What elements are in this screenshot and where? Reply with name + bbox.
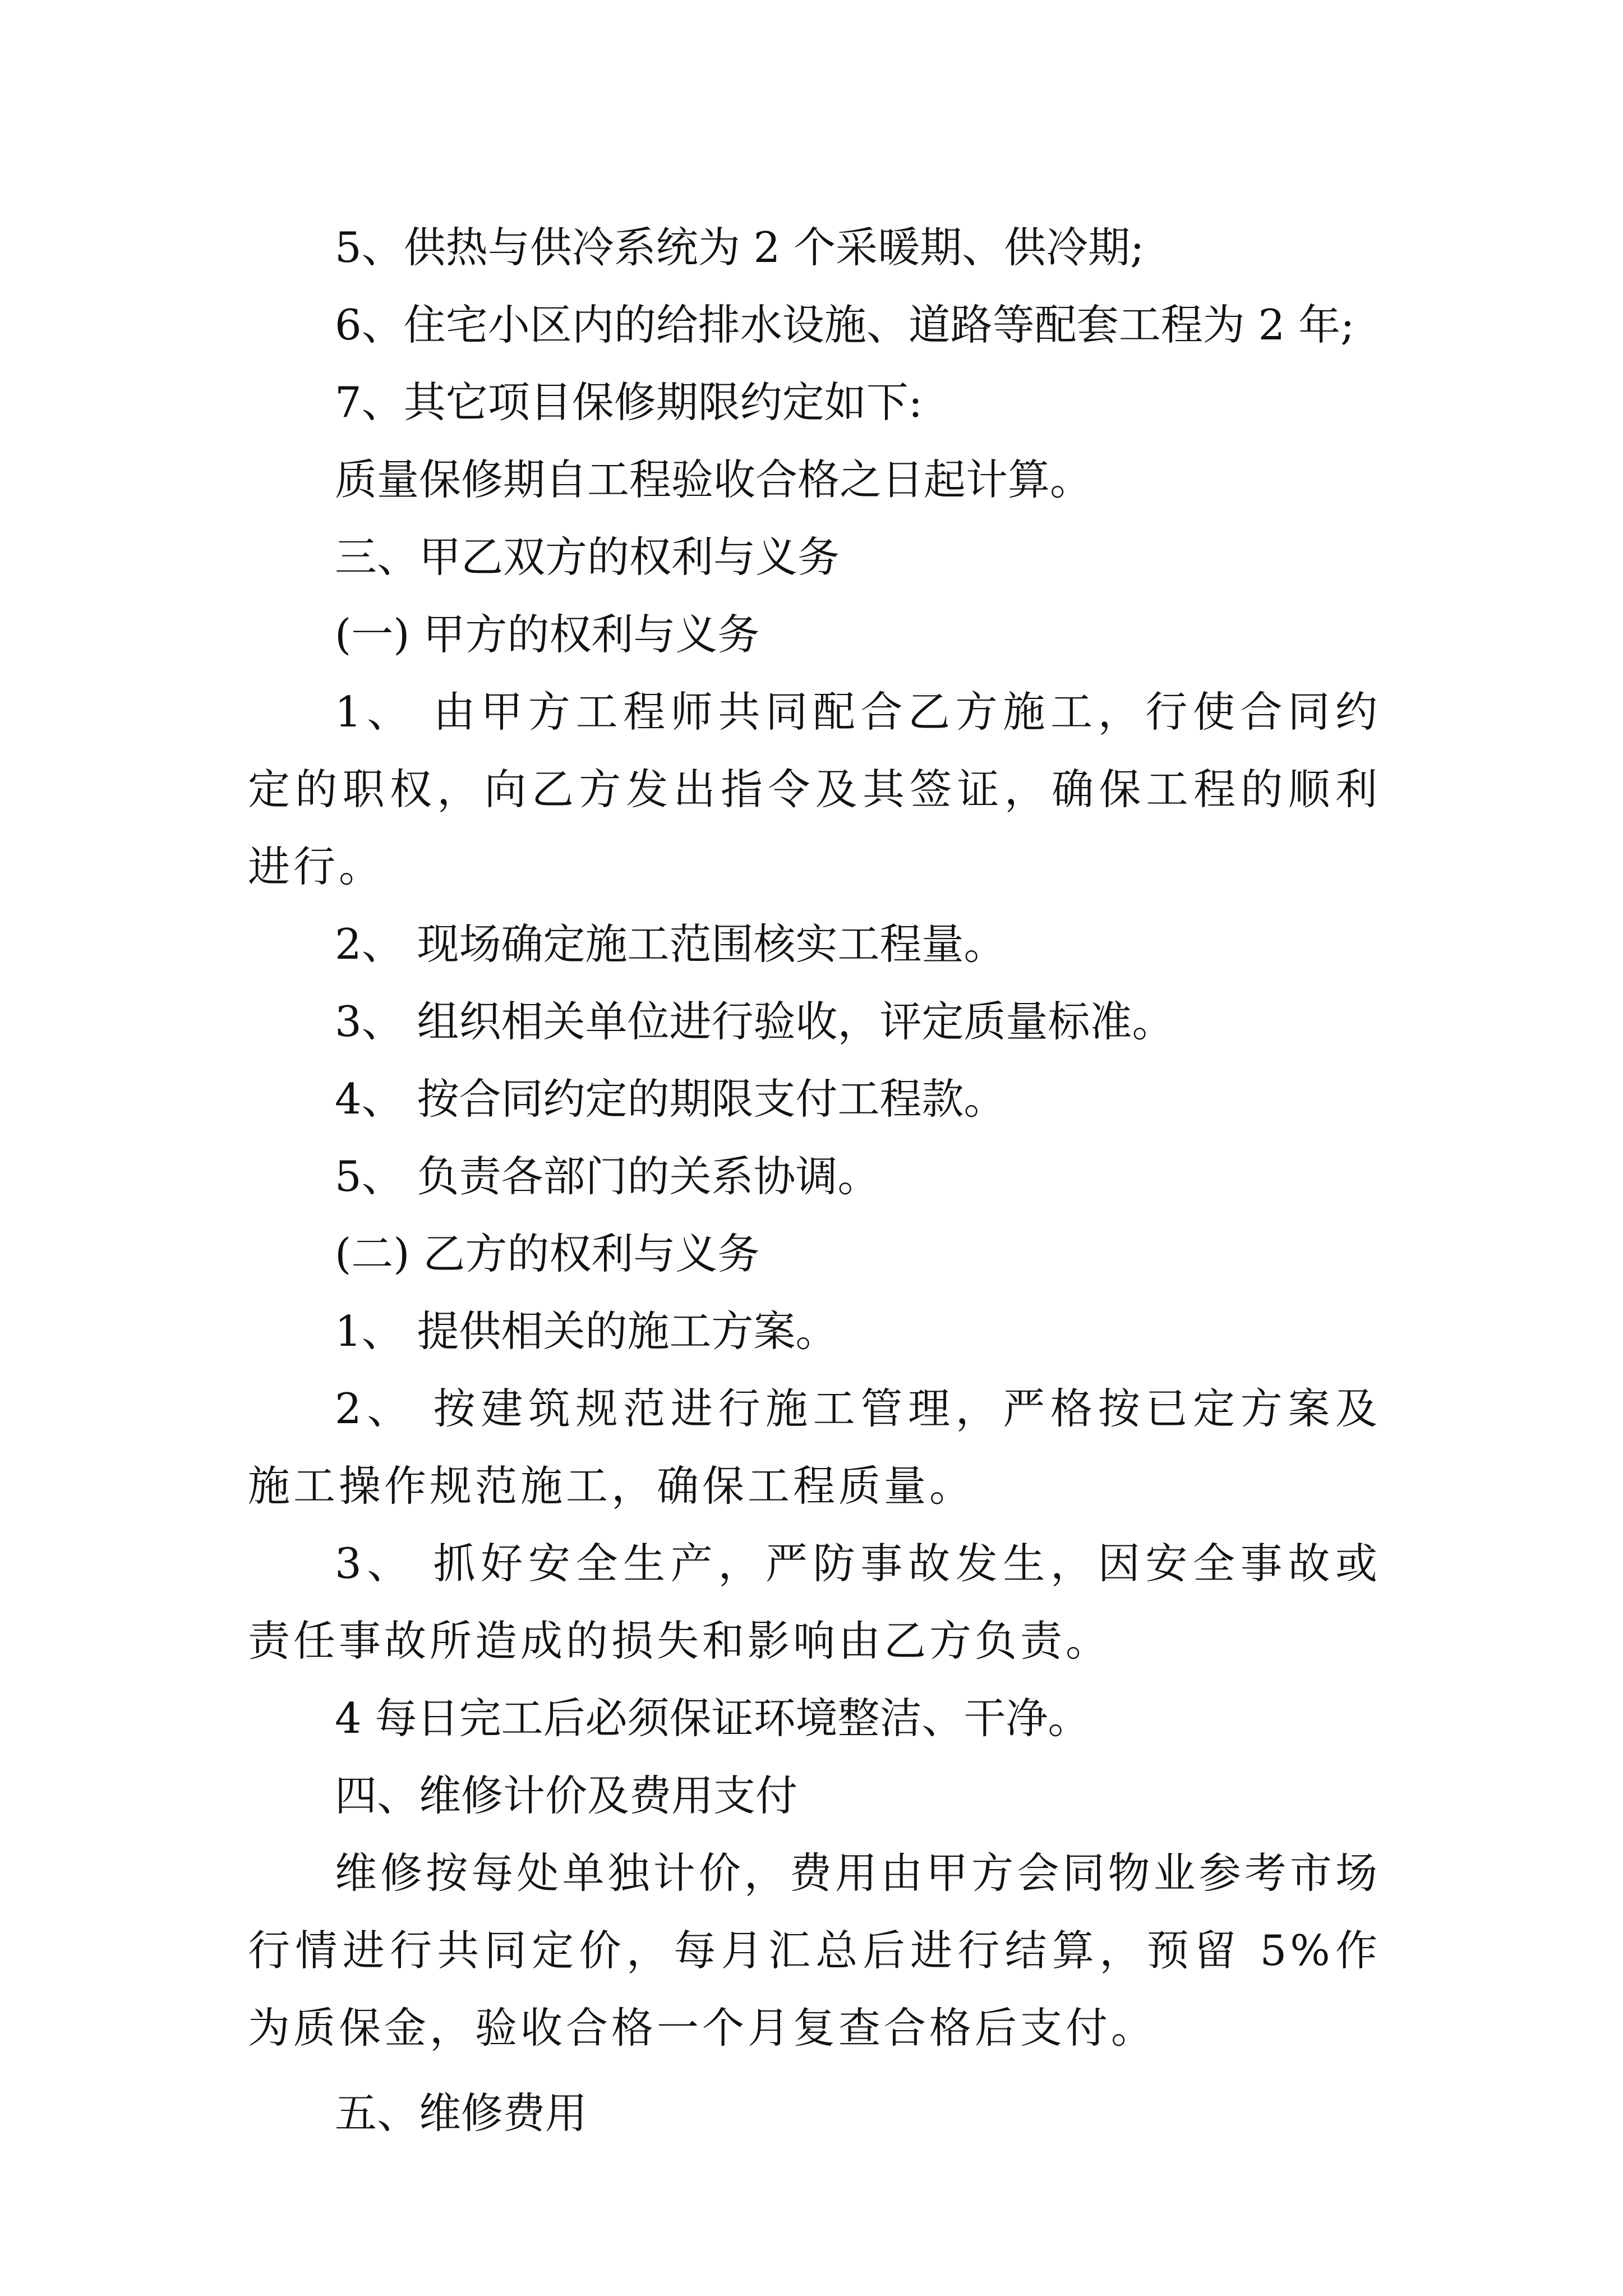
section-heading-maintenance-fees: 五、维修费用 xyxy=(335,2088,588,2138)
list-item-party-b-3: 3、 抓好安全生产，严防事故发生，因安全事故或责任事故所造成的损失和影响由乙方负责。 xyxy=(248,1539,1381,1665)
paragraph-warranty-start: 质量保修期自工程验收合格之日起计算。 xyxy=(335,455,1092,504)
list-item-party-b-4: 4 每日完工后必须保证环境整洁、干净。 xyxy=(335,1694,1090,1743)
section-heading-rights-obligations: 三、甲乙双方的权利与义务 xyxy=(335,532,840,582)
list-item-party-b-2: 2、 按建筑规范进行施工管理，严格按已定方案及施工操作规范施工，确保工程质量。 xyxy=(248,1384,1381,1511)
document-body xyxy=(248,209,1381,2152)
subheading-party-a: (一) 甲方的权利与义务 xyxy=(335,610,760,659)
subheading-party-b: (二) 乙方的权利与义务 xyxy=(335,1229,760,1278)
paragraph-other-items-warranty: 7、其它项目保修期限约定如下: xyxy=(335,378,923,427)
paragraph-community-facilities-warranty: 6、住宅小区内的给排水设施、道路等配套工程为 2 年; xyxy=(335,300,1355,349)
list-item-party-a-2: 2、 现场确定施工范围核实工程量。 xyxy=(335,919,1006,969)
paragraph-heating-cooling-warranty: 5、供热与供冷系统为 2 个采暖期、供冷期; xyxy=(335,223,1145,272)
list-item-party-a-4: 4、 按合同约定的期限支付工程款。 xyxy=(335,1074,1006,1124)
section-heading-pricing-payment: 四、维修计价及费用支付 xyxy=(335,1771,798,1820)
paragraph-pricing-details: 维修按每处单独计价，费用由甲方会同物业参考市场行情进行共同定价，每月汇总后进行结算，预留 5%作为质保金，验收合格一个月复查合格后支付。 xyxy=(248,1848,1381,2053)
list-item-party-a-5: 5、 负责各部门的关系协调。 xyxy=(335,1152,880,1201)
list-item-party-b-1: 1、 提供相关的施工方案。 xyxy=(335,1306,838,1356)
list-item-party-a-1: 1、 由甲方工程师共同配合乙方施工，行使合同约定的职权，向乙方发出指令及其签证，确保工程的顺利进行。 xyxy=(248,687,1381,891)
list-item-party-a-3: 3、 组织相关单位进行验收，评定质量标准。 xyxy=(335,997,1174,1046)
